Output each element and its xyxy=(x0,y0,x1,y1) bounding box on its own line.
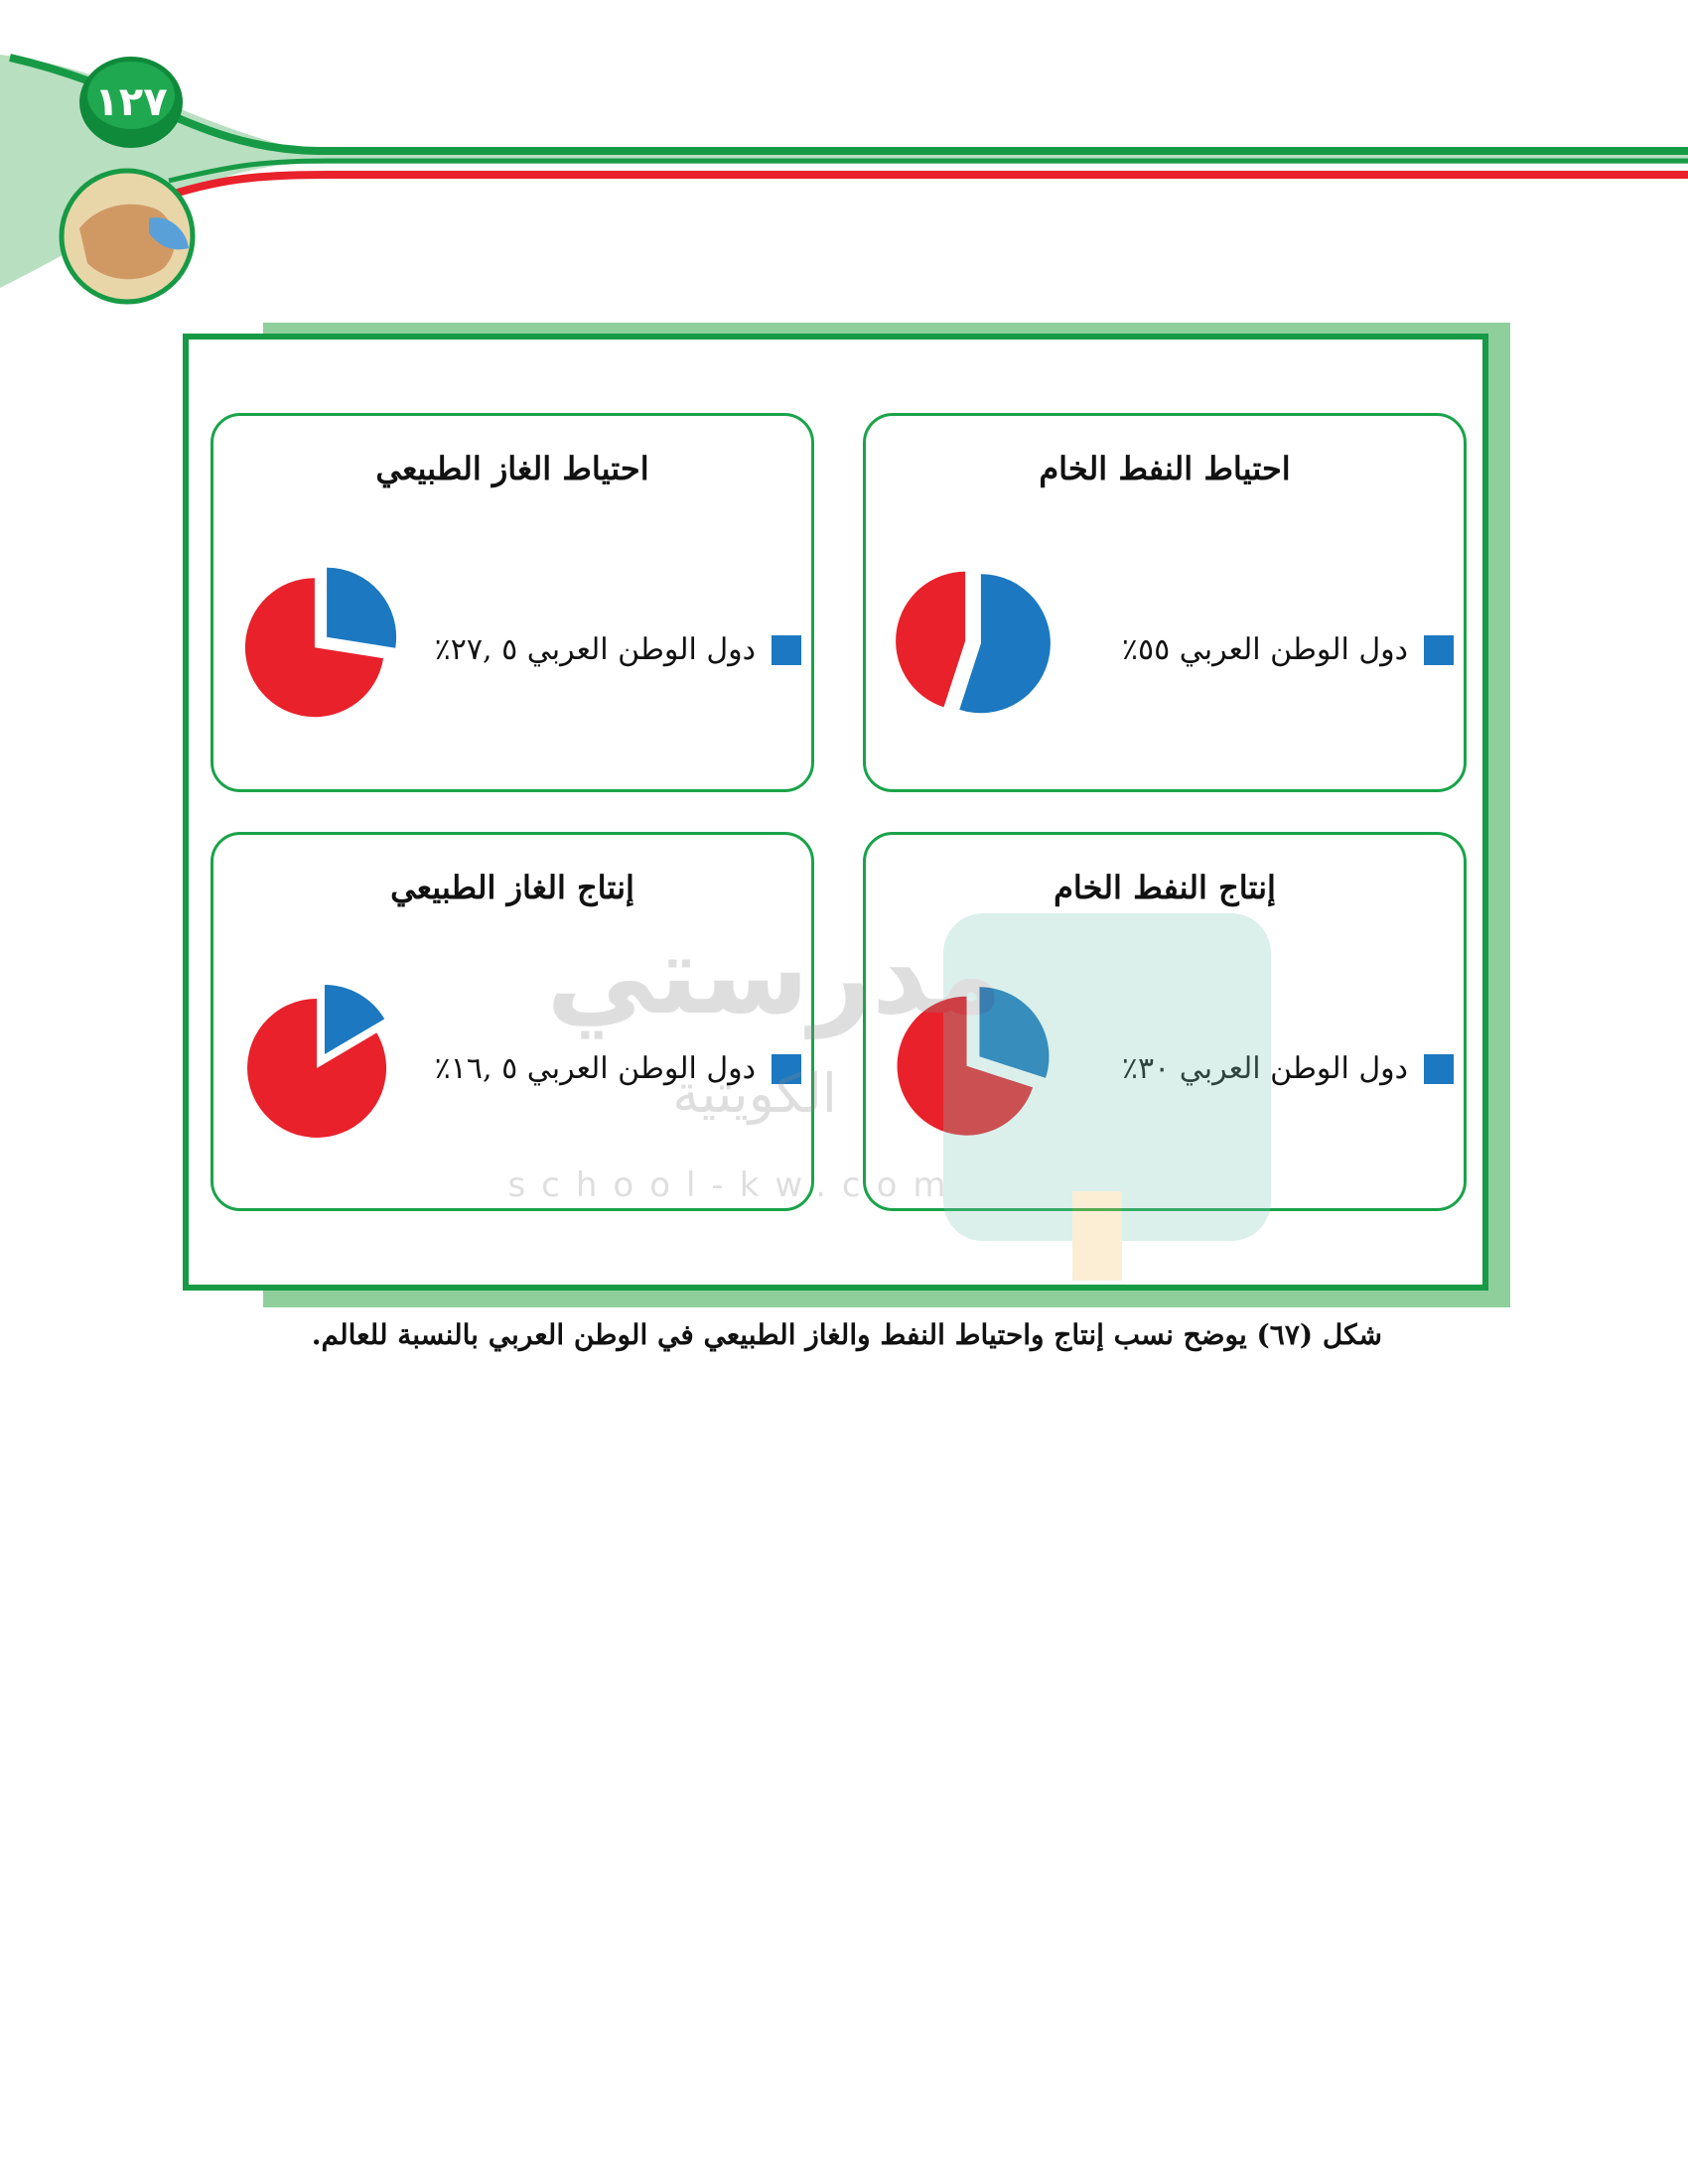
pie-oil-production xyxy=(884,972,1062,1151)
chart-legend xyxy=(1037,1051,1454,1086)
chart-gas-reserves xyxy=(211,413,814,792)
chart-title: احتياط النفط الخام xyxy=(1039,450,1291,487)
legend-swatch xyxy=(772,1054,801,1084)
chart-title: احتياط الغاز الطبيعي xyxy=(375,450,649,487)
legend-text: دول الوطن العربي ٥ ,٢٧٪ xyxy=(434,632,756,667)
legend-text: دول الوطن العربي ٥٥٪ xyxy=(1121,632,1408,667)
legend-swatch xyxy=(1424,635,1454,665)
pie-gas-reserves xyxy=(231,553,410,732)
chart-legend xyxy=(384,632,801,667)
pie-oil-reserves xyxy=(884,553,1062,732)
chart-oil-production xyxy=(863,832,1467,1211)
page-header-decoration xyxy=(0,0,1688,318)
chart-legend xyxy=(384,1051,801,1086)
chart-legend xyxy=(1037,632,1454,667)
page-number: ١٢٧ xyxy=(94,79,168,125)
watermark-url: school-kw.com xyxy=(507,1165,962,1205)
watermark-sub: الكويتية xyxy=(672,1062,837,1125)
pie-slice-arab-world xyxy=(979,987,1049,1078)
chart-gas-production xyxy=(211,832,814,1211)
pie-slice-arab-world xyxy=(327,568,396,648)
pie-gas-production xyxy=(231,972,410,1151)
legend-swatch xyxy=(1424,1054,1454,1084)
watermark-brand: مدرستي xyxy=(546,911,1003,1038)
figure-frame xyxy=(183,334,1488,1291)
legend-swatch xyxy=(772,635,801,665)
chart-title: إنتاج النفط الخام xyxy=(1054,869,1276,906)
chart-title: إنتاج الغاز الطبيعي xyxy=(390,869,634,906)
legend-text: دول الوطن العربي ٥ ,١٦٪ xyxy=(434,1051,756,1086)
figure-caption: شكل (٦٧) يوضح نسب إنتاج واحتياط النفط والغاز الطبيعي في الوطن العربي بالنسبة للعالم. xyxy=(311,1318,1382,1351)
pie-slice-arab-world xyxy=(959,574,1051,713)
chart-oil-reserves xyxy=(863,413,1467,792)
legend-text: دول الوطن العربي ٣٠٪ xyxy=(1121,1051,1408,1086)
pie-slice-rest-of-world xyxy=(896,572,965,708)
